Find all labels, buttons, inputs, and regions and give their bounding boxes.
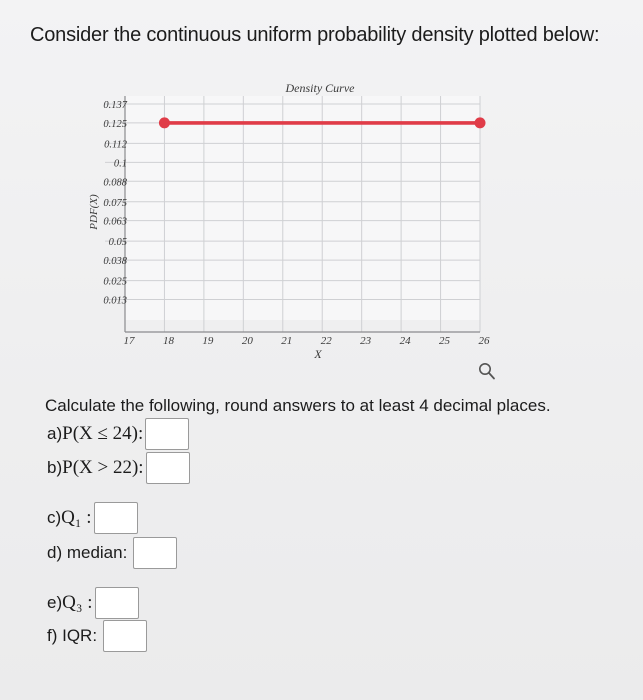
y-tick-label: 0.063 [103, 216, 127, 228]
x-tick-label: 20 [241, 335, 253, 347]
answer-e-input[interactable] [95, 587, 139, 619]
answer-c-input[interactable] [94, 502, 138, 534]
instructions-text: Calculate the following, round answers to at least 4 decimal places. [45, 396, 551, 415]
question-a-label: a) [47, 424, 63, 443]
x-tick-label: 23 [360, 335, 372, 347]
x-tick-label: 18 [162, 335, 174, 347]
question-d [47, 537, 177, 569]
question-e-label: e) [47, 593, 63, 612]
y-tick-label: 0.125 [103, 118, 127, 130]
search-icon[interactable] [478, 362, 496, 382]
x-tick-label: 22 [320, 335, 332, 347]
y-tick-label: 0.1 [113, 158, 127, 170]
intro-text: Consider the continuous uniform probability density plotted below: [30, 24, 600, 46]
x-tick-label: 25 [439, 335, 451, 347]
y-tick-label: 0.05 [108, 237, 127, 249]
answer-b-input[interactable] [146, 452, 190, 484]
density-endpoint [159, 117, 170, 128]
chart-grid [105, 96, 480, 332]
question-f [47, 620, 147, 652]
question-b [47, 452, 190, 484]
density-endpoint [475, 117, 486, 128]
chart-title: Density Curve [285, 81, 355, 95]
y-tick-label: 0.088 [103, 177, 127, 189]
x-tick-label: 24 [399, 335, 411, 347]
x-tick-label: 21 [281, 335, 293, 347]
y-tick-label: 0.137 [103, 100, 127, 111]
answer-d-input[interactable] [133, 537, 177, 569]
y-tick-label: 0.013 [103, 295, 127, 307]
answer-f-input[interactable] [103, 620, 147, 652]
y-tick-label: 0.038 [103, 256, 127, 268]
question-d-label: d) median: [47, 543, 128, 562]
question-a [47, 418, 189, 450]
question-b-label: b) [47, 458, 63, 477]
question-c [47, 502, 138, 534]
x-axis-label: X [314, 347, 322, 361]
question-c-expression: Q₁ : [61, 507, 92, 528]
question-e-expression: Q₃ : [62, 592, 93, 613]
plot-area [125, 96, 480, 320]
x-tick-label: 19 [202, 335, 214, 347]
question-f-label: f) IQR: [47, 626, 98, 645]
x-tick-label: 26 [478, 335, 490, 347]
question-e [47, 587, 139, 619]
x-tick-label: 17 [123, 335, 135, 347]
answer-a-input[interactable] [145, 418, 189, 450]
y-axis-label: PDF(X) [88, 194, 100, 230]
y-tick-label: 0.075 [103, 197, 127, 209]
question-b-expression: P(X > 22): [62, 457, 144, 478]
question-c-label: c) [47, 508, 62, 527]
question-a-expression: P(X ≤ 24): [62, 423, 144, 444]
y-tick-label: 0.112 [104, 139, 127, 151]
y-tick-label: 0.025 [103, 276, 127, 288]
